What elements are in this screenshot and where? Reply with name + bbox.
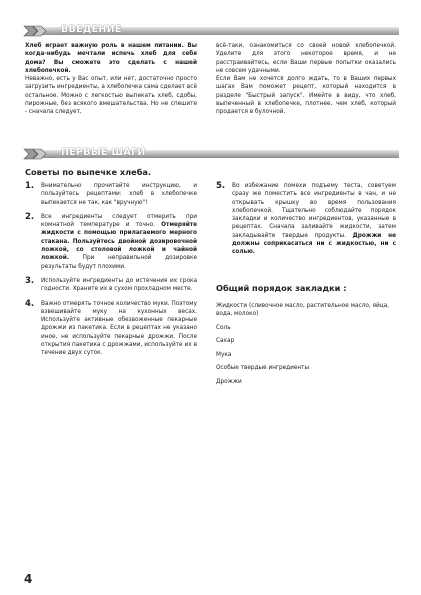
tip-item (216, 182, 396, 257)
list-item: Особые твердые ингредиенты (216, 365, 310, 372)
tip-text: Важно отмерять точное количество муки. Поэтому взвешивайте муку на кухонных весах. Используйте активные обезвоженные пекарные дрожжи из пакетика. Если в рецептах не указано иное, не используйте пекарные дрожжи. После открытия пакетика с дрожжами, используйте их в течение двух суток. (41, 300, 197, 357)
section-title: ПЕРВЫЕ ШАГИ (61, 147, 146, 158)
chevron-arrow-icon (23, 148, 49, 160)
intro-paragraph: Неважно, есть у Вас опыт, или нет, достаточно просто загрузить ингредиенты, а хлебопечка сама сделает всё остальное. Можно с легкостью выпекать хлеб, сдобы, пирожные, без всякого вмешательства. Но не спешите - сначала следует, (25, 76, 197, 116)
tip-text-bold: Отмеряйте жидкости с помощью прилагаемого мерного стакана. Пользуйтесь двойной дозировочной ложкой, со столовой ложкой и чайной ложкой. (41, 222, 197, 262)
intro-paragraph: Если Вам не хочется долго ждать, то в Ваших первых шагах Вам поможет рецепт, который находится в разделе "Быстрый запуск". Имейте в виду, что хлеб, выпеченный в хлебопечке, плотнее, чем хлеб, который продается в булочной. (216, 76, 396, 116)
tip-number: 4. (25, 298, 35, 309)
tip-item (25, 213, 197, 271)
list-item: Жидкости (сливочное масло, растительное масло, яйца, вода, молоко) (216, 303, 389, 318)
tips-left-column (25, 182, 197, 364)
loading-order-list (216, 302, 396, 391)
intro-left-column (25, 42, 197, 117)
section-header-intro (23, 25, 399, 35)
section-title: ВВЕДЕНИЕ (61, 24, 122, 35)
tip-item (25, 182, 197, 207)
tip-text: Используйте ингредиенты до истечения их срока годности. Храните их в сухом прохладном месте. (41, 277, 197, 293)
loading-order-heading: Общий порядок закладки : (216, 283, 347, 293)
tip-text: Все ингредиенты следует отмерить при комнатной температуре и точно. (41, 213, 197, 229)
list-item: Дрожжи (216, 378, 242, 385)
tip-number: 1. (25, 181, 35, 191)
tip-item (25, 300, 197, 358)
tip-number: 5. (216, 181, 226, 191)
tip-number: 2. (25, 211, 35, 222)
section-header-first-steps (23, 148, 399, 158)
tips-heading: Советы по выпечке хлеба. (25, 167, 152, 177)
tip-text: Во избежание помехи подъему теста, советуем сразу же поместить все ингредиенты в чан, и не открывать крышку во время пользования хлебопечкой. Тщательно соблюдайте порядок закладки и количество ингредиентов, указанные в рецептах. Сначала заливайте жидкости, затем закладывайте твердые продукты. (232, 183, 396, 239)
tip-item (25, 277, 197, 294)
tip-text: При неправильной дозировке результаты будут плохими. (41, 255, 197, 270)
tip-text: Внимательно прочитайте инструкцию, и пользуйтесь рецептами: хлеб в хлебопечке выпекается не так, как "вручную"! (41, 183, 197, 206)
list-item: Сахар (216, 338, 235, 345)
intro-right-column (216, 42, 396, 117)
tip-number: 3. (25, 275, 35, 286)
list-item: Соль (216, 324, 231, 331)
intro-paragraph: всё-таки, ознакомиться со своей новой хлебопечкой. Уделите для этого некоторое время, и не расстраивайтесь, если Ваши первые попытки оказались не совсем удачными. (216, 43, 396, 74)
page-number: 4 (24, 572, 33, 586)
tips-right-column (216, 182, 396, 263)
list-item: Мука (216, 351, 232, 358)
tip-text-bold: Дрожжи не должны соприкасаться ни с жидкостью, ни с солью. (232, 232, 396, 256)
chevron-arrow-icon (23, 25, 49, 37)
intro-lead: Хлеб играет важную роль в нашем питании. Вы когда-нибудь мечтали испечь хлеб для себя дома? Вы сможете это сделать с нашей хлебопечкой. (25, 43, 197, 74)
